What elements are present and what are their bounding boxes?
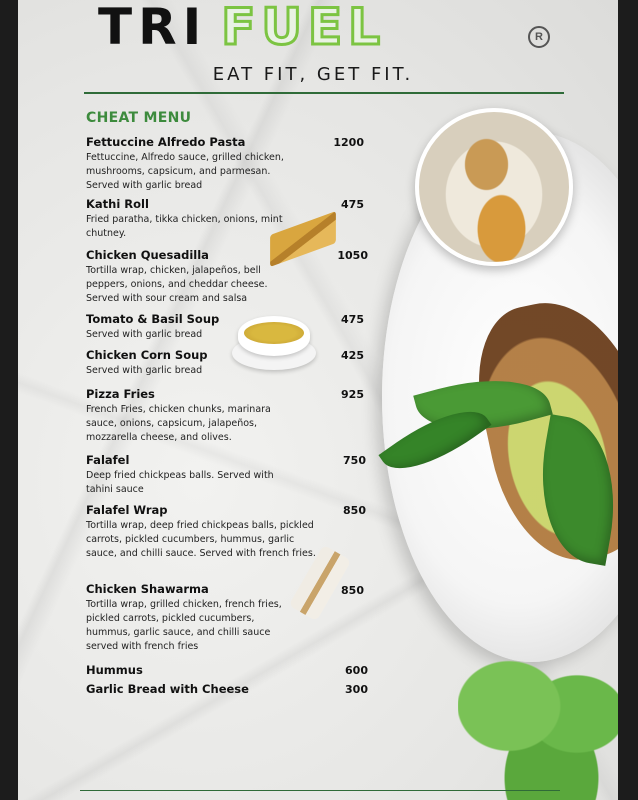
menu-item-price: 1200 xyxy=(333,136,364,149)
menu-heading: CHEAT MENU xyxy=(86,110,192,126)
brand-tagline: EAT FIT, GET FIT. xyxy=(212,64,414,85)
mint-leaves-image xyxy=(458,650,618,800)
footer-divider xyxy=(80,790,560,791)
menu-item-description: Fettuccine, Alfredo sauce, grilled chicken, mushrooms, capsicum, and parmesan. Served with garlic bread xyxy=(86,152,284,191)
menu-item-description: Served with garlic bread xyxy=(86,365,203,376)
menu-item-description: Deep fried chickpeas balls. Served with tahini sauce xyxy=(86,470,274,495)
menu-item-description: French Fries, chicken chunks, marinara sauce, onions, capsicum, jalapeños, mozzarella cheese, and olives. xyxy=(86,404,271,443)
menu-item-description: Tortilla wrap, chicken, jalapeños, bell peppers, onions, and cheddar cheese. Served with sour cream and salsa xyxy=(86,265,268,304)
brand-name-part2: FUEL xyxy=(221,0,386,56)
menu-item-name: Falafel Wrap xyxy=(86,503,168,517)
menu-item-name: Chicken Quesadilla xyxy=(86,248,209,262)
menu-item-price: 475 xyxy=(341,198,364,211)
menu-item-name: Kathi Roll xyxy=(86,197,149,211)
menu-item-name: Chicken Shawarma xyxy=(86,582,209,596)
menu-item-price: 750 xyxy=(343,454,366,467)
menu-item-description: Fried paratha, tikka chicken, onions, mint chutney. xyxy=(86,214,283,239)
menu-item-price: 300 xyxy=(345,683,368,696)
menu-item-price: 475 xyxy=(341,313,364,326)
header-divider xyxy=(84,92,564,94)
brand-name-part1: TRI xyxy=(98,0,208,56)
menu-item-price: 925 xyxy=(341,388,364,401)
menu-item-name: Hummus xyxy=(86,663,143,677)
menu-item-description: Tortilla wrap, grilled chicken, french fries, pickled carrots, pickled cucumbers, hummus, garlic sauce, and chilli sauce served with french fries xyxy=(86,599,282,652)
menu-item-name: Pizza Fries xyxy=(86,387,155,401)
menu-item-description: Served with garlic bread xyxy=(86,329,203,340)
menu-item-price: 1050 xyxy=(337,249,368,262)
menu-item-description: Tortilla wrap, deep fried chickpeas balls, pickled carrots, pickled cucumbers, hummus, garlic sauce, and chilli sauce. Served with french fries. xyxy=(86,520,316,559)
menu-item-name: Fettuccine Alfredo Pasta xyxy=(86,135,246,149)
menu-item-price: 850 xyxy=(343,504,366,517)
menu-item-price: 425 xyxy=(341,349,364,362)
brand-logo xyxy=(98,0,558,56)
pasta-dish-image xyxy=(415,108,573,266)
menu-item-price: 850 xyxy=(341,584,364,597)
menu-page xyxy=(18,0,618,800)
menu-item-price: 600 xyxy=(345,664,368,677)
menu-item-name: Chicken Corn Soup xyxy=(86,348,208,362)
registered-mark-icon: R xyxy=(528,26,550,48)
menu-item-name: Tomato & Basil Soup xyxy=(86,312,220,326)
menu-item-name: Garlic Bread with Cheese xyxy=(86,682,249,696)
menu-item-name: Falafel xyxy=(86,453,130,467)
